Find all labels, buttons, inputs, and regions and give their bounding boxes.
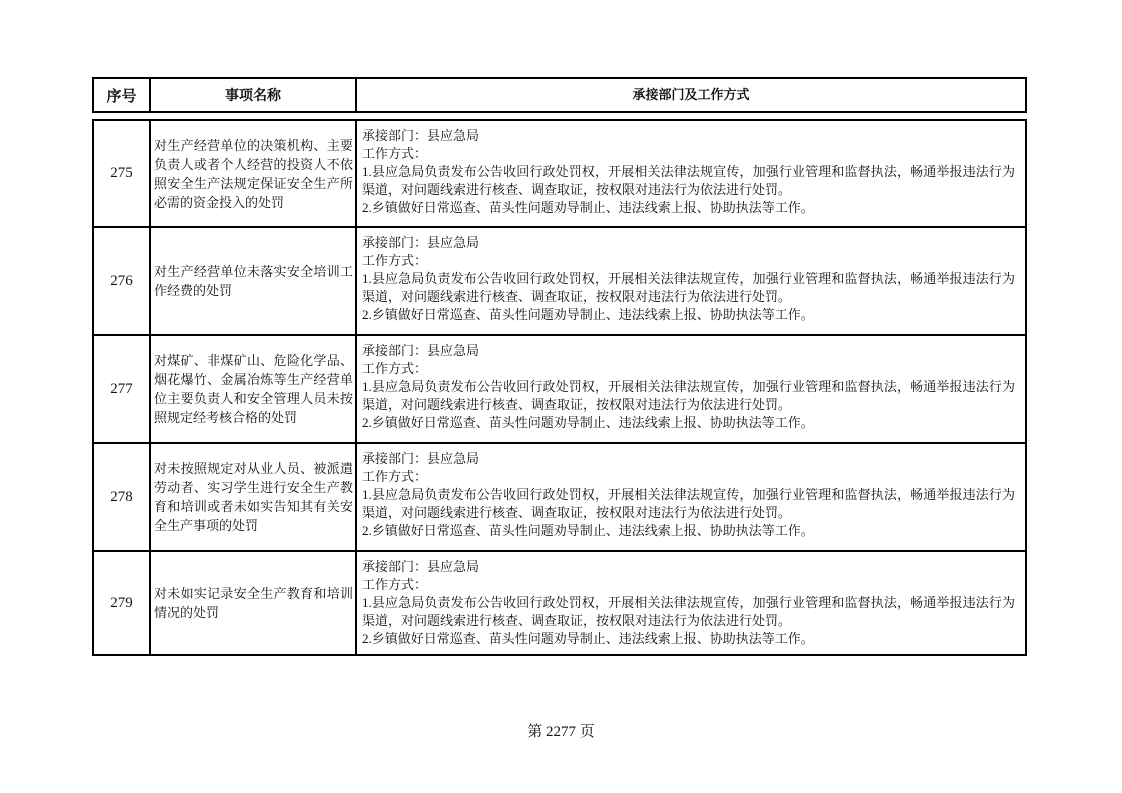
penalty-items-table <box>92 77 1027 656</box>
method-step-2: 2.乡镇做好日常巡查、苗头性问题劝导制止、违法线索上报、协助执法等工作。 <box>362 631 814 646</box>
header-label-no: 序号 <box>106 87 137 105</box>
row-number: 275 <box>110 165 133 181</box>
detail-cell <box>357 552 1025 654</box>
row-number: 276 <box>110 272 133 289</box>
method-step-1: 1.县应急局负责发布公告收回行政处罚权，开展相关法律法规宣传，加强行业管理和监督执法，畅通举报违法行为渠道，对问题线索进行核查、调查取证，按权限对违法行为依法进行处罚。 <box>362 379 1015 412</box>
table-row <box>92 119 1027 228</box>
method-label: 工作方式： <box>362 577 428 592</box>
method-label: 工作方式： <box>362 146 428 161</box>
row-number: 277 <box>110 380 133 397</box>
dept-line: 承接部门：县应急局 <box>362 128 480 143</box>
table-row <box>92 334 1027 444</box>
table-row <box>92 442 1027 552</box>
method-label: 工作方式： <box>362 361 428 376</box>
detail-cell <box>357 336 1025 442</box>
method-label: 工作方式： <box>362 253 428 268</box>
table-row <box>92 550 1027 656</box>
dept-line: 承接部门：县应急局 <box>362 451 480 466</box>
row-number-cell <box>94 552 151 654</box>
item-name-cell <box>151 336 357 442</box>
detail-cell <box>357 444 1025 550</box>
table-row <box>92 226 1027 336</box>
item-name: 对未如实记录安全生产教育和培训情况的处罚 <box>154 586 353 620</box>
item-name: 对煤矿、非煤矿山、危险化学品、烟花爆竹、金属冶炼等生产经营单位主要负责人和安全管理人员未按照规定经考核合格的处罚 <box>154 353 353 425</box>
method-step-1: 1.县应急局负责发布公告收回行政处罚权，开展相关法律法规宣传，加强行业管理和监督执法，畅通举报违法行为渠道，对问题线索进行核查、调查取证，按权限对违法行为依法进行处罚。 <box>362 164 1015 197</box>
row-number: 278 <box>110 488 133 505</box>
dept-line: 承接部门：县应急局 <box>362 235 480 250</box>
table-header-row <box>92 77 1027 113</box>
page-number: 第 2277 页 <box>527 724 595 740</box>
row-number-cell <box>94 228 151 334</box>
method-step-2: 2.乡镇做好日常巡查、苗头性问题劝导制止、违法线索上报、协助执法等工作。 <box>362 200 814 215</box>
method-step-2: 2.乡镇做好日常巡查、苗头性问题劝导制止、违法线索上报、协助执法等工作。 <box>362 415 814 430</box>
method-step-1: 1.县应急局负责发布公告收回行政处罚权，开展相关法律法规宣传，加强行业管理和监督执法，畅通举报违法行为渠道，对问题线索进行核查、调查取证，按权限对违法行为依法进行处罚。 <box>362 595 1015 628</box>
header-cell-name <box>151 79 357 111</box>
header-cell-detail <box>357 79 1025 111</box>
item-name-cell <box>151 552 357 654</box>
item-name: 对生产经营单位的决策机构、主要负责人或者个人经营的投资人不依照安全生产法规定保证安全生产所必需的资金投入的处罚 <box>154 137 353 210</box>
method-step-2: 2.乡镇做好日常巡查、苗头性问题劝导制止、违法线索上报、协助执法等工作。 <box>362 523 814 538</box>
header-cell-no <box>94 79 151 111</box>
item-name-cell <box>151 228 357 334</box>
method-step-2: 2.乡镇做好日常巡查、苗头性问题劝导制止、违法线索上报、协助执法等工作。 <box>362 307 814 322</box>
row-number-cell <box>94 336 151 442</box>
method-step-1: 1.县应急局负责发布公告收回行政处罚权，开展相关法律法规宣传，加强行业管理和监督执法，畅通举报违法行为渠道，对问题线索进行核查、调查取证，按权限对违法行为依法进行处罚。 <box>362 487 1015 520</box>
header-label-name: 事项名称 <box>225 87 281 103</box>
item-name-cell <box>151 121 357 226</box>
row-number-cell <box>94 444 151 550</box>
method-step-1: 1.县应急局负责发布公告收回行政处罚权，开展相关法律法规宣传，加强行业管理和监督执法，畅通举报违法行为渠道，对问题线索进行核查、调查取证，按权限对违法行为依法进行处罚。 <box>362 271 1015 304</box>
detail-cell <box>357 121 1025 226</box>
row-number-cell <box>94 121 151 226</box>
item-name-cell <box>151 444 357 550</box>
dept-line: 承接部门：县应急局 <box>362 559 480 574</box>
dept-line: 承接部门：县应急局 <box>362 343 480 358</box>
item-name: 对生产经营单位未落实安全培训工作经费的处罚 <box>154 264 353 298</box>
method-label: 工作方式： <box>362 469 428 484</box>
row-number: 279 <box>110 594 133 611</box>
detail-cell <box>357 228 1025 334</box>
header-label-detail: 承接部门及工作方式 <box>632 87 750 102</box>
item-name: 对未按照规定对从业人员、被派遣劳动者、实习学生进行安全生产教育和培训或者未如实告知其有关安全生产事项的处罚 <box>154 461 353 533</box>
